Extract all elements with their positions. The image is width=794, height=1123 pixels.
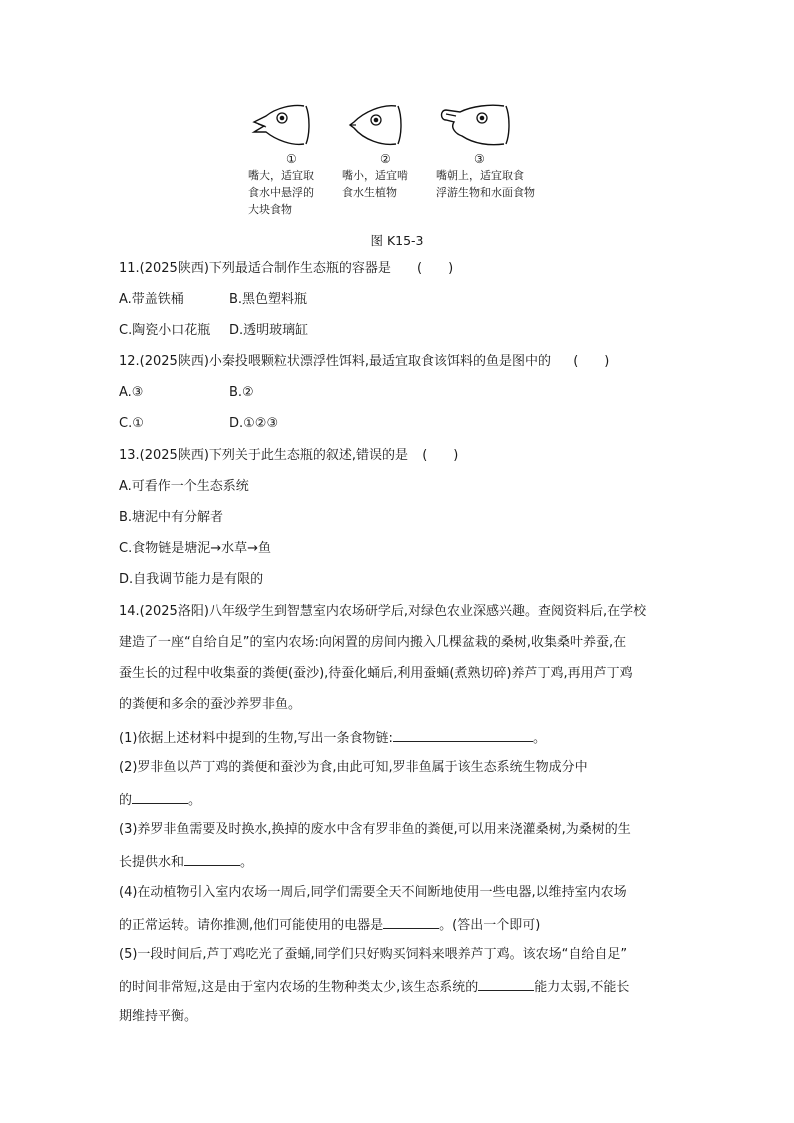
figure-caption-line: 嘴小，适宜啃 <box>342 169 408 182</box>
question-14-intro-line: 蚕生长的过程中收集蚕的粪便(蚕沙),待蚕化蛹后,利用蚕蛹(煮熟切碎)养芦丁鸡,再用芦丁鸡 <box>119 666 633 681</box>
figure-caption-line: 嘴朝上，适宜取食 <box>436 169 524 182</box>
figure-number: ② <box>380 152 391 166</box>
option-d: D.透明玻璃缸 <box>229 323 309 338</box>
question-14-part-3-line-1: (3)养罗非鱼需要及时换水,换掉的废水中含有罗非鱼的粪便,可以用来浇灌桑树,为桑树的生 <box>119 822 631 837</box>
figure-number: ③ <box>474 152 485 166</box>
fish-head-upturned-mouth-icon <box>436 100 512 150</box>
question-11-stem: 11.(2025陕西)下列最适合制作生态瓶的容器是 ( ) <box>119 259 453 279</box>
option-c: C.陶瓷小口花瓶 <box>119 323 211 338</box>
question-12-options-row-2 <box>119 414 278 434</box>
option-d: D.①②③ <box>229 416 279 431</box>
question-12-stem: 12.(2025陕西)小秦投喂颗粒状漂浮性饵料,最适宜取食该饵料的鱼是图中的 ( ) <box>119 352 609 372</box>
question-13-option-c: C.食物链是塘泥→水草→鱼 <box>119 541 271 556</box>
option-c: C.① <box>119 416 144 431</box>
figure-caption-line: 浮游生物和水面食物 <box>436 186 535 199</box>
question-14-intro-line: 建造了一座“自给自足”的室内农场:向闲置的房间内搬入几棵盆栽的桑树,收集桑叶养蚕,在 <box>119 635 627 650</box>
option-a: A.③ <box>119 385 144 400</box>
figure-caption-line: 大块食物 <box>248 203 292 216</box>
answer-blank[interactable] <box>132 789 188 804</box>
question-13-option-a: A.可看作一个生态系统 <box>119 479 249 494</box>
figure-number: ① <box>286 152 297 166</box>
question-14-part-1: (1)依据上述材料中提到的生物,写出一条食物链: 。 <box>119 727 546 749</box>
question-11-options-row-2 <box>119 321 308 341</box>
question-14-intro-line: 的粪便和多余的蚕沙养罗非鱼。 <box>119 697 302 712</box>
answer-blank[interactable] <box>393 727 533 742</box>
answer-paren: ( ) <box>573 354 610 369</box>
question-14-part-5-line-3: 期维持平衡。 <box>119 1009 198 1024</box>
question-11-options-row-1 <box>119 290 307 310</box>
option-a: A.带盖铁桶 <box>119 292 184 307</box>
fish-head-small-mouth-icon <box>342 100 406 150</box>
answer-blank[interactable] <box>184 851 240 866</box>
fish-head-large-mouth-icon <box>248 100 312 150</box>
answer-blank[interactable] <box>478 976 534 991</box>
question-14-part-4-line-1: (4)在动植物引入室内农场一周后,同学们需要全天不间断地使用一些电器,以维持室内农场 <box>119 885 627 900</box>
question-14-part-4-line-2: 的正常运转。请你推测,他们可能使用的电器是 。(答出一个即可) <box>119 914 540 936</box>
question-12-options-row-1 <box>119 383 254 403</box>
figure-caption: 图 K15-3 <box>370 233 424 248</box>
option-b: B.② <box>229 385 254 400</box>
question-13-stem: 13.(2025陕西)下列关于此生态瓶的叙述,错误的是 ( ) <box>119 446 458 466</box>
figure-caption-line: 食水生植物 <box>342 186 397 199</box>
answer-paren: ( ) <box>417 261 454 276</box>
question-14-intro-line: 14.(2025洛阳)八年级学生到智慧室内农场研学后,对绿色农业深感兴趣。查阅资料后,在学校 <box>119 604 647 619</box>
answer-blank[interactable] <box>383 914 439 929</box>
question-13-option-d: D.自我调节能力是有限的 <box>119 572 264 587</box>
option-b: B.黑色塑料瓶 <box>229 292 308 307</box>
fish-figure-3 <box>436 100 546 200</box>
question-14-part-2-line-1: (2)罗非鱼以芦丁鸡的粪便和蚕沙为食,由此可知,罗非鱼属于该生态系统生物成分中 <box>119 760 588 775</box>
question-14-part-5-line-1: (5)一段时间后,芦丁鸡吃光了蚕蛹,同学们只好购买饲料来喂养芦丁鸡。该农场“自给自足” <box>119 947 628 962</box>
figure-caption-line: 嘴大，适宜取 <box>248 169 314 182</box>
figure-caption-line: 食水中悬浮的 <box>248 186 314 199</box>
question-14-part-5-line-2: 的时间非常短,这是由于室内农场的生物种类太少,该生态系统的 能力太弱,不能长 <box>119 976 629 998</box>
question-13-option-b: B.塘泥中有分解者 <box>119 510 224 525</box>
answer-paren: ( ) <box>422 448 459 463</box>
question-14-part-2-line-2: 的 。 <box>119 789 201 811</box>
question-14-part-3-line-2: 长提供水和 。 <box>119 851 253 873</box>
